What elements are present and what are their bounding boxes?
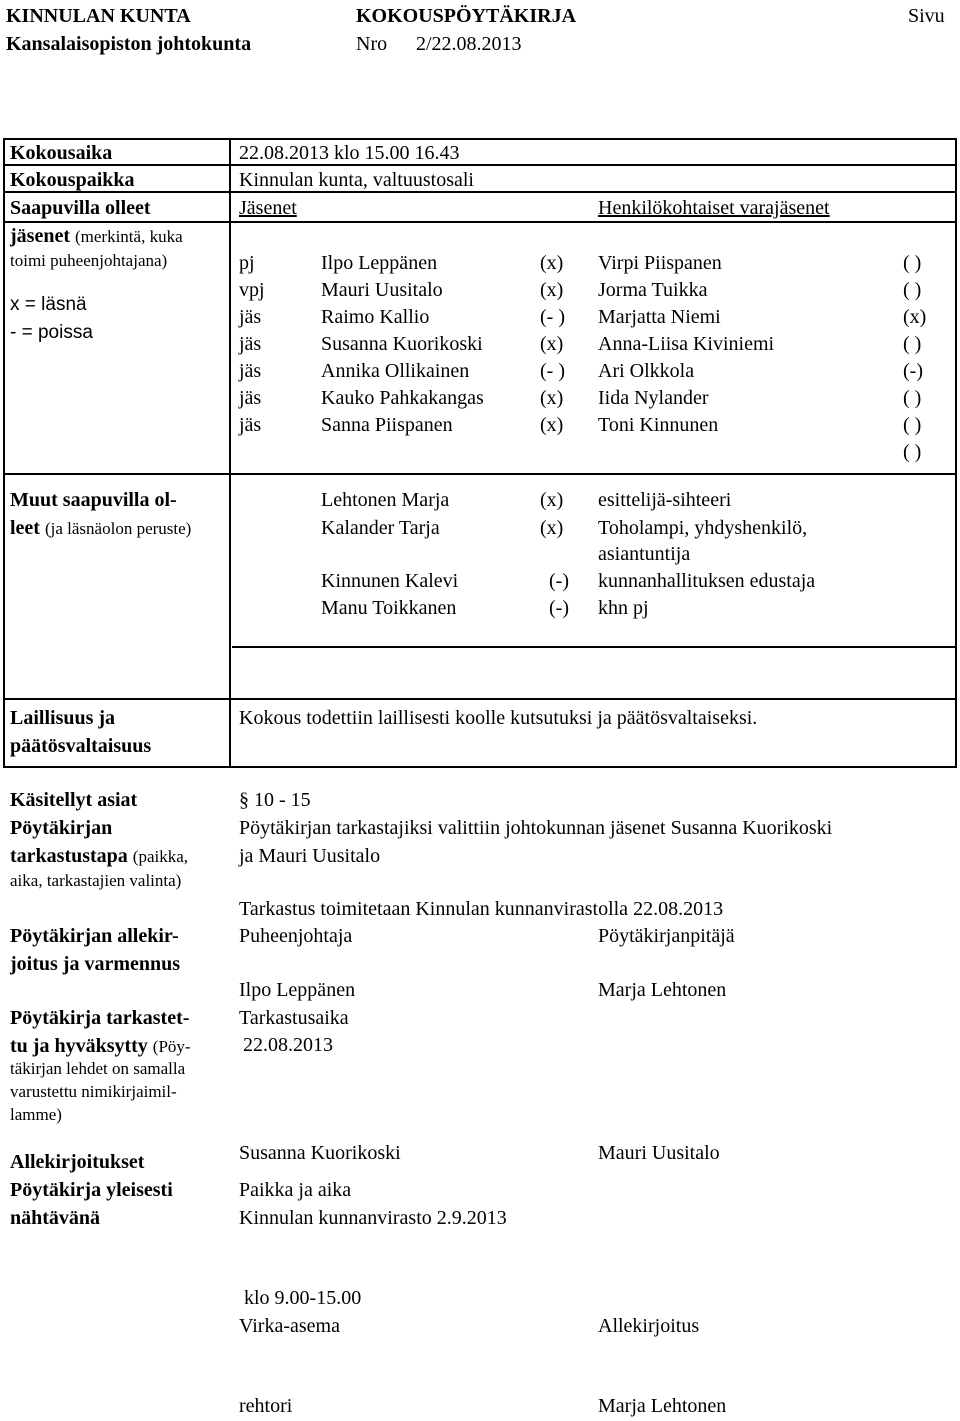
approved-label-2: tu ja hyväksytty (10, 1035, 148, 1057)
other-role: kunnanhallituksen edustaja (598, 570, 816, 592)
deputy-status: ( ) (903, 279, 922, 301)
other-role: esittelijä-sihteeri (598, 489, 732, 511)
meeting-time-label: Kokousaika (10, 142, 113, 164)
public-label-2: nähtävänä (10, 1207, 101, 1229)
approved-note-4: lamme) (10, 1105, 62, 1124)
member-name: Mauri Uusitalo (321, 279, 443, 301)
approved-note-2: täkirjan lehdet on samalla (10, 1059, 186, 1078)
member-name: Ilpo Leppänen (321, 252, 438, 274)
member-status: (x) (540, 252, 564, 274)
chair-label: Puheenjohtaja (239, 925, 353, 947)
page-label: Sivu (908, 5, 945, 27)
meeting-place-label: Kokouspaikka (10, 169, 135, 191)
handled-items-value: § 10 - 15 (239, 789, 311, 811)
deputy-name: Toni Kinnunen (598, 414, 719, 436)
signature-label: Allekirjoitus (598, 1315, 700, 1337)
other-role: khn pj (598, 597, 649, 619)
member-name: Susanna Kuorikoski (321, 333, 483, 355)
member-status: (x) (540, 279, 564, 301)
place-time-label: Paikka ja aika (239, 1179, 352, 1201)
attendance-note-1: (merkintä, kuka (74, 227, 183, 246)
signing-label-2: joitus ja varmennus (10, 953, 181, 975)
signatures-label: Allekirjoitukset (10, 1151, 145, 1173)
member-status: (- ) (540, 360, 565, 382)
member-status: (x) (540, 387, 564, 409)
approved-note-3: varustettu nimikirjaimil- (10, 1082, 177, 1101)
deputy-status: (x) (903, 306, 927, 328)
other-status: (-) (549, 597, 569, 619)
review-label-2: tarkastustapa (10, 845, 128, 867)
signer-name-2: Mauri Uusitalo (598, 1142, 720, 1164)
deputy-status: ( ) (903, 414, 922, 436)
column-divider (229, 138, 231, 768)
review-text-3: Tarkastus toimitetaan Kinnulan kunnanvirastolla 22.08.2013 (239, 898, 724, 920)
public-label: Pöytäkirja yleisesti (10, 1179, 173, 1201)
deputy-status: ( ) (903, 333, 922, 355)
signer-name-1: Susanna Kuorikoski (239, 1142, 401, 1164)
other-name: Lehtonen Marja (321, 489, 450, 511)
legend-present: x = läsnä (10, 294, 87, 315)
deputy-name: Jorma Tuikka (598, 279, 708, 301)
member-name: Annika Ollikainen (321, 360, 470, 382)
opening-hours: klo 9.00-15.00 (244, 1287, 362, 1309)
review-note: (paikka, (132, 847, 189, 866)
others-label-2: leet (10, 517, 40, 539)
handled-items-label: Käsitellyt asiat (10, 789, 138, 811)
position-value: rehtori (239, 1395, 293, 1417)
deputy-name: Marjatta Niemi (598, 306, 721, 328)
approved-label: Pöytäkirja tarkastet- (10, 1007, 190, 1029)
member-role: jäs (239, 387, 262, 409)
row-divider (3, 164, 957, 166)
member-role: jäs (239, 360, 262, 382)
member-status: (- ) (540, 306, 565, 328)
review-time-value: 22.08.2013 (243, 1034, 333, 1056)
row-divider (3, 473, 957, 475)
other-role: Toholampi, yhdyshenkilö, (598, 517, 808, 539)
meeting-time-value: 22.08.2013 klo 15.00 16.43 (239, 142, 460, 164)
review-label: Pöytäkirjan (10, 817, 113, 839)
attendance-label: Saapuvilla olleet (10, 197, 151, 219)
approved-note: (Pöy- (152, 1037, 191, 1056)
member-name: Sanna Piispanen (321, 414, 453, 436)
legality-label-2: päätösvaltaisuus (10, 735, 152, 757)
signing-label: Pöytäkirjan allekir- (10, 925, 179, 947)
other-name: Kalander Tarja (321, 517, 440, 539)
member-role: jäs (239, 414, 262, 436)
legality-label: Laillisuus ja (10, 707, 116, 729)
row-divider (3, 191, 957, 193)
other-status: (x) (540, 517, 564, 539)
review-time-label: Tarkastusaika (239, 1007, 349, 1029)
row-divider (3, 698, 957, 700)
member-name: Raimo Kallio (321, 306, 430, 328)
nro-value: 2/22.08.2013 (416, 33, 522, 55)
deputy-status: ( ) (903, 252, 922, 274)
review-text-2: ja Mauri Uusitalo (239, 845, 381, 867)
other-status: (-) (549, 570, 569, 592)
row-divider (3, 221, 957, 223)
other-name: Manu Toikkanen (321, 597, 457, 619)
document-type: KOKOUSPÖYTÄKIRJA (356, 5, 577, 27)
legality-text: Kokous todettiin laillisesti koolle kutsutuksi ja päätösvaltaiseksi. (239, 707, 758, 729)
signature-value: Marja Lehtonen (598, 1395, 727, 1417)
review-note-2: aika, tarkastajien valinta) (10, 871, 182, 890)
position-label: Virka-asema (239, 1315, 340, 1337)
member-role: pj (239, 252, 255, 274)
legend-absent: - = poissa (10, 322, 93, 343)
member-status: (x) (540, 414, 564, 436)
secretary-label: Pöytäkirjanpitäjä (598, 925, 735, 947)
extra-deputy-status: ( ) (903, 441, 922, 463)
other-name: Kinnunen Kalevi (321, 570, 459, 592)
member-role: jäs (239, 306, 262, 328)
review-text: Pöytäkirjan tarkastajiksi valittiin johtokunnan jäsenet Susanna Kuorikoski (239, 817, 833, 839)
others-label: Muut saapuvilla ol- (10, 489, 177, 511)
other-status: (x) (540, 489, 564, 511)
meeting-place-value: Kinnulan kunta, valtuustosali (239, 169, 474, 191)
attendance-label-2: jäsenet (10, 225, 70, 247)
secretary-name: Marja Lehtonen (598, 979, 727, 1001)
deputy-name: Iida Nylander (598, 387, 709, 409)
member-role: vpj (239, 279, 265, 301)
place-time-value: Kinnulan kunnanvirasto 2.9.2013 (239, 1207, 507, 1229)
row-divider (232, 646, 957, 648)
other-role: asiantuntija (598, 543, 691, 565)
members-column-header: Jäsenet (239, 197, 297, 219)
nro-label: Nro (356, 33, 388, 55)
others-note: (ja läsnäolon peruste) (44, 519, 192, 538)
committee-name: Kansalaisopiston johtokunta (6, 33, 252, 55)
member-status: (x) (540, 333, 564, 355)
member-name: Kauko Pahkakangas (321, 387, 484, 409)
deputy-name: Virpi Piispanen (598, 252, 722, 274)
chair-name: Ilpo Leppänen (239, 979, 356, 1001)
deputy-status: (-) (903, 360, 923, 382)
attendance-note-2: toimi puheenjohtajana) (10, 251, 168, 270)
deputy-name: Anna-Liisa Kiviniemi (598, 333, 775, 355)
municipality-name: KINNULAN KUNTA (6, 5, 191, 27)
deputies-column-header: Henkilökohtaiset varajäsenet (598, 197, 830, 219)
deputy-name: Ari Olkkola (598, 360, 695, 382)
deputy-status: ( ) (903, 387, 922, 409)
member-role: jäs (239, 333, 262, 355)
